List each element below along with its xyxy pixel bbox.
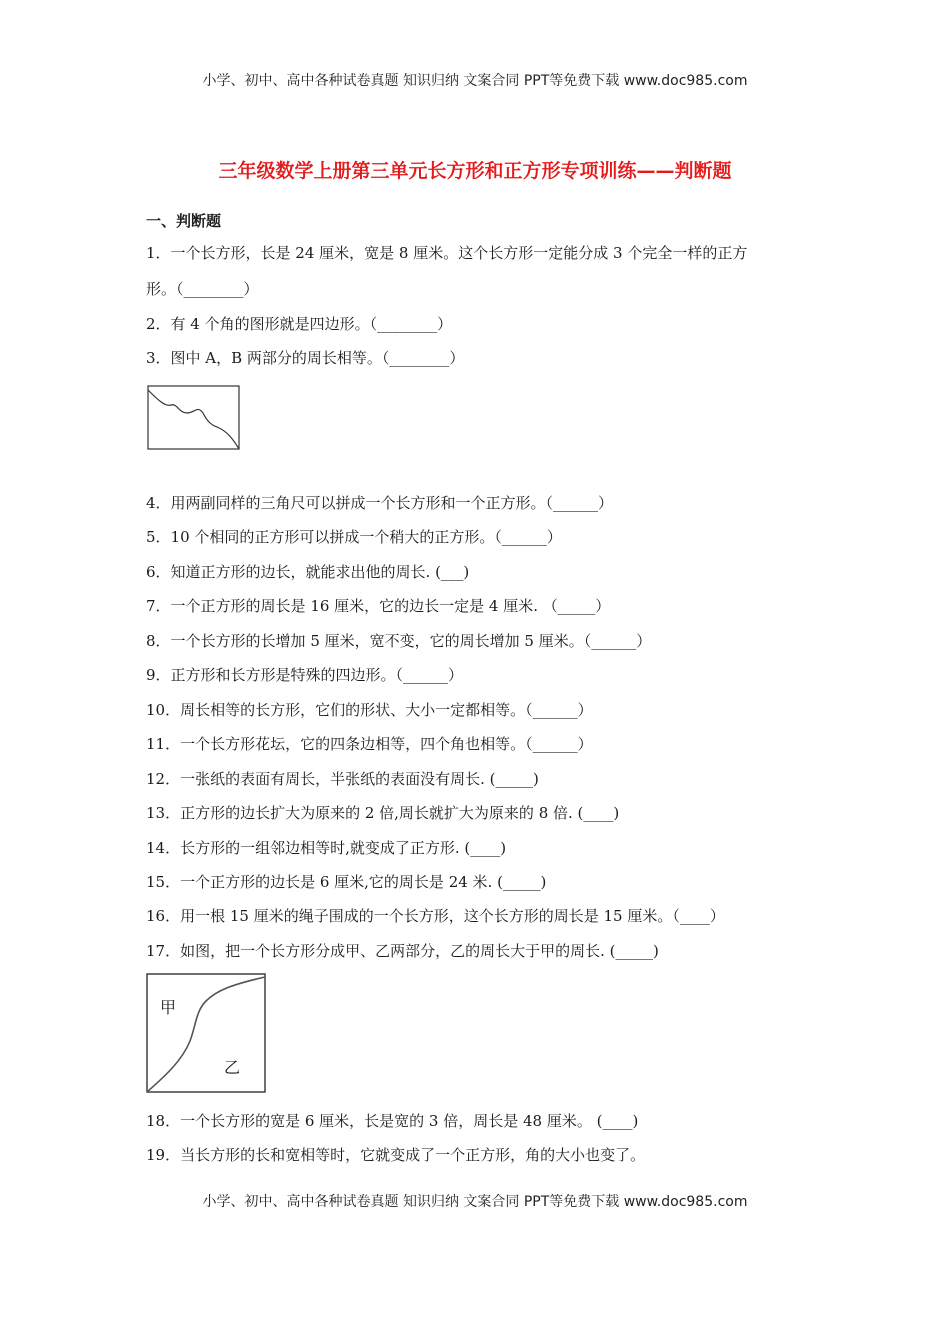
page-header: 小学、初中、高中各种试卷真题 知识归纳 文案合同 PPT等免费下载 www.doc985.com (202, 73, 748, 89)
question-5: 5．10 个相同的正方形可以拼成一个稍大的正方形。（______） (146, 528, 562, 546)
question-1-line1: 1．一个长方形，长是 24 厘米，宽是 8 厘米。这个长方形一定能分成 3 个完全一样的正方 (146, 244, 748, 262)
question-18: 18．一个长方形的宽是 6 厘米，长是宽的 3 倍，周长是 48 厘米。 (____) (146, 1112, 639, 1130)
question-13: 13．正方形的边长扩大为原来的 2 倍,周长就扩大为原来的 8 倍. (____) (146, 804, 620, 822)
page-title: 三年级数学上册第三单元长方形和正方形专项训练——判断题 (218, 160, 732, 182)
question-4: 4．用两副同样的三角尺可以拼成一个长方形和一个正方形。（______） (146, 494, 614, 512)
question-14: 14．长方形的一组邻边相等时,就变成了正方形. (____) (146, 839, 507, 857)
question-2: 2．有 4 个角的图形就是四边形。（________） (146, 315, 453, 333)
figure-square-jia-yi (146, 973, 266, 1093)
question-7: 7．一个正方形的周长是 16 厘米，它的边长一定是 4 厘米. （_____） (146, 597, 611, 615)
label-yi: 乙 (224, 1058, 241, 1077)
question-1-line2: 形。（________） (146, 280, 259, 298)
question-11: 11．一个长方形花坛，它的四条边相等，四个角也相等。（______） (146, 735, 593, 753)
question-19: 19．当长方形的长和宽相等时，它就变成了一个正方形，角的大小也变了。 (146, 1146, 646, 1164)
question-3: 3．图中 A，B 两部分的周长相等。（________） (146, 349, 465, 367)
section-heading: 一、判断题 (146, 212, 222, 230)
question-8: 8．一个长方形的长增加 5 厘米，宽不变，它的周长增加 5 厘米。（______） (146, 632, 652, 650)
question-12: 12．一张纸的表面有周长，半张纸的表面没有周长. (_____) (146, 770, 539, 788)
page-footer: 小学、初中、高中各种试卷真题 知识归纳 文案合同 PPT等免费下载 www.doc985.com (202, 1194, 748, 1210)
label-jia: 甲 (160, 998, 177, 1017)
question-9: 9．正方形和长方形是特殊的四边形。（______） (146, 666, 464, 684)
figure-rect-ab (147, 385, 241, 451)
question-17: 17．如图，把一个长方形分成甲、乙两部分，乙的周长大于甲的周长. (_____) (146, 942, 659, 960)
question-16: 16．用一根 15 厘米的绳子围成的一个长方形，这个长方形的周长是 15 厘米。（____） (146, 907, 725, 925)
question-10: 10．周长相等的长方形，它们的形状、大小一定都相等。（______） (146, 701, 593, 719)
question-6: 6．知道正方形的边长，就能求出他的周长. (___) (146, 563, 470, 581)
question-15: 15．一个正方形的边长是 6 厘米,它的周长是 24 米. (_____) (146, 873, 547, 891)
